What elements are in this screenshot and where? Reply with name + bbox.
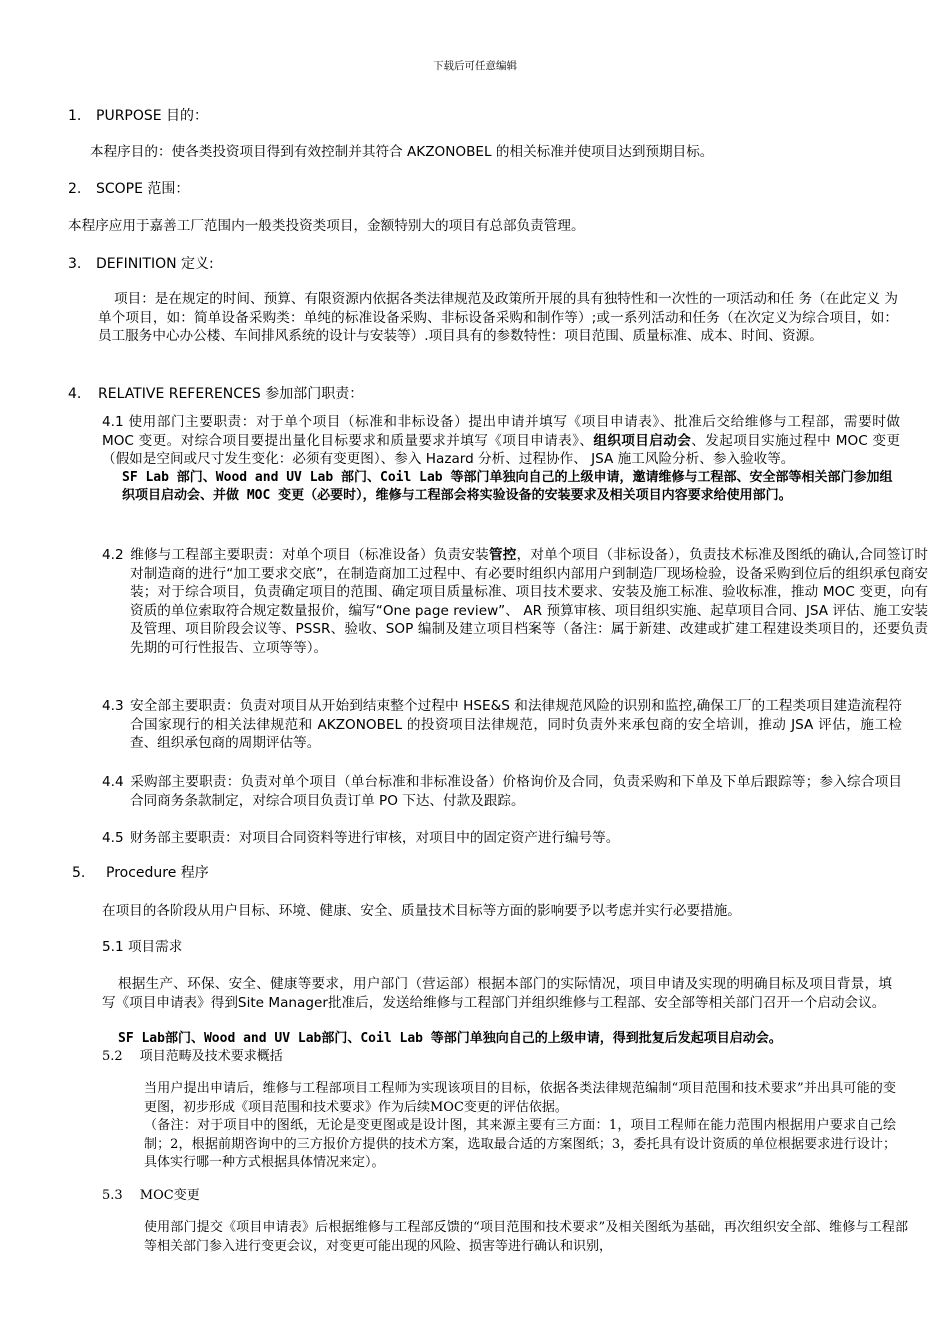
- item-4-3-label: 4.3: [102, 698, 124, 714]
- section-1-heading: [68, 107, 208, 125]
- section-3-heading: [68, 255, 214, 273]
- item-4-4-text: [102, 773, 902, 810]
- item-4-3-body: 安全部主要职责：负责对项目从开始到结束整个过程中 HSE&S 和法律规范风险的识别和监控,确保工厂的工程类项目建造流程符合国家现行的相关法律规范和 AKZONOBEL 的投资项目法律规范，同时负责外来承包商的安全培训，推动 JSA 评估，施工检查、组织承包商的周期评估等。: [130, 698, 902, 751]
- item-4-5: [102, 829, 902, 848]
- section-4-number: 4.: [68, 386, 82, 402]
- section-5-title: Procedure 程序: [106, 865, 209, 881]
- item-4-2-label: 4.2: [102, 547, 124, 563]
- procedure-5-2-title: 5.2 项目范畴及技术要求概括: [102, 1049, 283, 1064]
- section-1-title: PURPOSE 目的：: [96, 108, 209, 124]
- procedure-5-1-note: SF Lab部门、Wood and UV Lab部门、Coil Lab 等部门单独向自己的上级申请，得到批复后发起项目启动会。: [118, 1031, 782, 1046]
- page-header: 下载后可任意编辑: [433, 60, 517, 72]
- section-5-heading: [72, 864, 209, 882]
- section-2-text: 本程序应用于嘉善工厂范围内一般类投资类项目，金额特别大的项目有总部负责管理。: [68, 218, 585, 234]
- section-4-heading: [68, 385, 363, 403]
- procedure-5-1-text: 根据生产、环保、安全、健康等要求，用户部门（营运部）根据本部门的实际情况，项目申请及实现的明确目标及项目背景，填写《项目申请表》得到Site Manager批准后，发送给维修与工程部门并组织维修与工程部、安全部等相关部门召开一个启动会议。: [102, 976, 892, 1011]
- item-4-2-text-a: 维修与工程部主要职责：对单个项目（标准设备）负责安装: [130, 547, 489, 563]
- item-4-1-label: 4.1: [102, 414, 124, 430]
- item-4-1: [102, 413, 900, 506]
- item-4-1-text-b: 、发起项目实施过程中 MOC 变更（假如是空间或尺寸发生变化：必须有变更图）、参入 Hazard 分析、过程协作、 JSA 施工风险分析、参入验收等。: [102, 432, 901, 467]
- section-3-number: 3.: [68, 256, 82, 272]
- item-4-2-text-b: ，对单个项目（非标设备），负责技术标准及图纸的确认,合同签订时对制造商的进行“加工要求交底”，在制造商加工过程中、有必要时组织内部用户到制造厂现场检验，设备采购到位后的组织承包商安装；对于综合项目，负责确定项目的范围、确定项目质量标准、项目技术要求、安装及施工标准、验收标准，推动 MOC 变更，向有资质的单位索取符合规定数量报价，编写“One page review”、 AR 预算审核、项目组织实施、起草项目合同、JSA 评估、施工安装及管理、项目阶段会议等、PSSR、验收、SOP 编制及建立项目档案等（备注：属于新建、改建或扩建工程建设类项目的，还要负责先期的可行性报告、立项等等）。: [130, 547, 929, 656]
- section-3-title: DEFINITION 定义:: [96, 256, 214, 272]
- section-5-intro: 在项目的各阶段从用户目标、环境、健康、安全、质量技术目标等方面的影响要予以考虑并实行必要措施。: [102, 903, 741, 919]
- item-4-1-text-a: 使用部门主要职责：对于单个项目（标准和非标设备）提出申请并填写《项目申请表》、批准后交给维修与工程部，需要时做 MOC 变更。对综合项目要提出量化目标要求和质量要求并填写《项目申请表》、: [102, 414, 900, 449]
- section-2-heading: [68, 180, 189, 198]
- item-4-2-text-bold: 管控: [488, 547, 517, 563]
- procedure-5-3-title: 5.3 MOC变更: [102, 1188, 200, 1203]
- section-4-title: RELATIVE REFERENCES 参加部门职责：: [98, 386, 364, 402]
- procedure-5-2-text: 当用户提出申请后，维修与工程部项目工程师为实现该项目的目标，依据各类法律规范编制“项目范围和技术要求”并出具可能的变更图，初步形成《项目范围和技术要求》作为后续MOC变更的评估依据。: [144, 1081, 896, 1115]
- procedure-5-1-title: 5.1 项目需求: [102, 939, 183, 955]
- item-4-1-note: SF Lab 部门、Wood and UV Lab 部门、Coil Lab 等部门单独向自己的上级申请，邀请维修与工程部、安全部等相关部门参加组织项目启动会、并做 MOC 变更（必要时），维修与工程部会将实验设备的安装要求及相关项目内容要求给使用部门。: [122, 469, 893, 503]
- item-4-2-text: [102, 546, 928, 657]
- item-4-5-label: 4.5: [102, 830, 124, 846]
- item-4-5-body: 财务部主要职责：对项目合同资料等进行审核，对项目中的固定资产进行编号等。: [130, 830, 620, 846]
- item-4-4-body: 采购部主要职责：负责对单个项目（单台标准和非标准设备）价格询价及合同，负责采购和下单及下单后跟踪等；参入综合项目合同商务条款制定，对综合项目负责订单 PO 下达、付款及跟踪。: [130, 774, 902, 809]
- procedure-5-3-text: 使用部门提交《项目申请表》后根据维修与工程部反馈的“项目范围和技术要求”及相关图纸为基础，再次组织安全部、维修与工程部等相关部门参入进行变更会议，对变更可能出现的风险、损害等进行确认和识别，: [144, 1220, 908, 1254]
- section-3-text: 项目：是在规定的时间、预算、有限资源内依据各类法律规范及政策所开展的具有独特性和一次性的一项活动和任 务（在此定义 为单个项目，如：简单设备采购类：单纯的标准设备采购、非标设备采购和制作等）;或一系列活动和任务（在次定义为综合项目，如：员工服务中心办公楼、车间排风系统的设计与安装等）.项目具有的参数特性：项目范围、质量标准、成本、时间、资源。: [98, 291, 898, 344]
- section-2-title: SCOPE 范围：: [96, 181, 190, 197]
- item-4-1-text-bold: 组织项目启动会: [593, 432, 692, 449]
- item-4-3-text: [102, 697, 902, 753]
- item-4-1-text: [102, 413, 900, 469]
- item-4-4-label: 4.4: [102, 774, 124, 790]
- section-2-number: 2.: [68, 181, 82, 197]
- procedure-5-2-note: （备注：对于项目中的图纸，无论是变更图或是设计图，其来源主要有三方面：1，项目工程师在能力范围内根据用户要求自己绘制；2，根据前期咨询中的三方报价方提供的技术方案，选取最合适的方案图纸；3，委托具有设计资质的单位根据要求进行设计；具体实行哪一种方式根据具体情况来定）。: [144, 1118, 896, 1170]
- section-1-number: 1.: [68, 108, 82, 124]
- item-4-3: [102, 697, 902, 753]
- section-1-text: 本程序目的：使各类投资项目得到有效控制并其符合 AKZONOBEL 的相关标准并使项目达到预期目标。: [90, 144, 714, 160]
- section-5-number: 5.: [72, 865, 86, 881]
- item-4-2: [102, 546, 928, 657]
- item-4-4: [102, 773, 902, 810]
